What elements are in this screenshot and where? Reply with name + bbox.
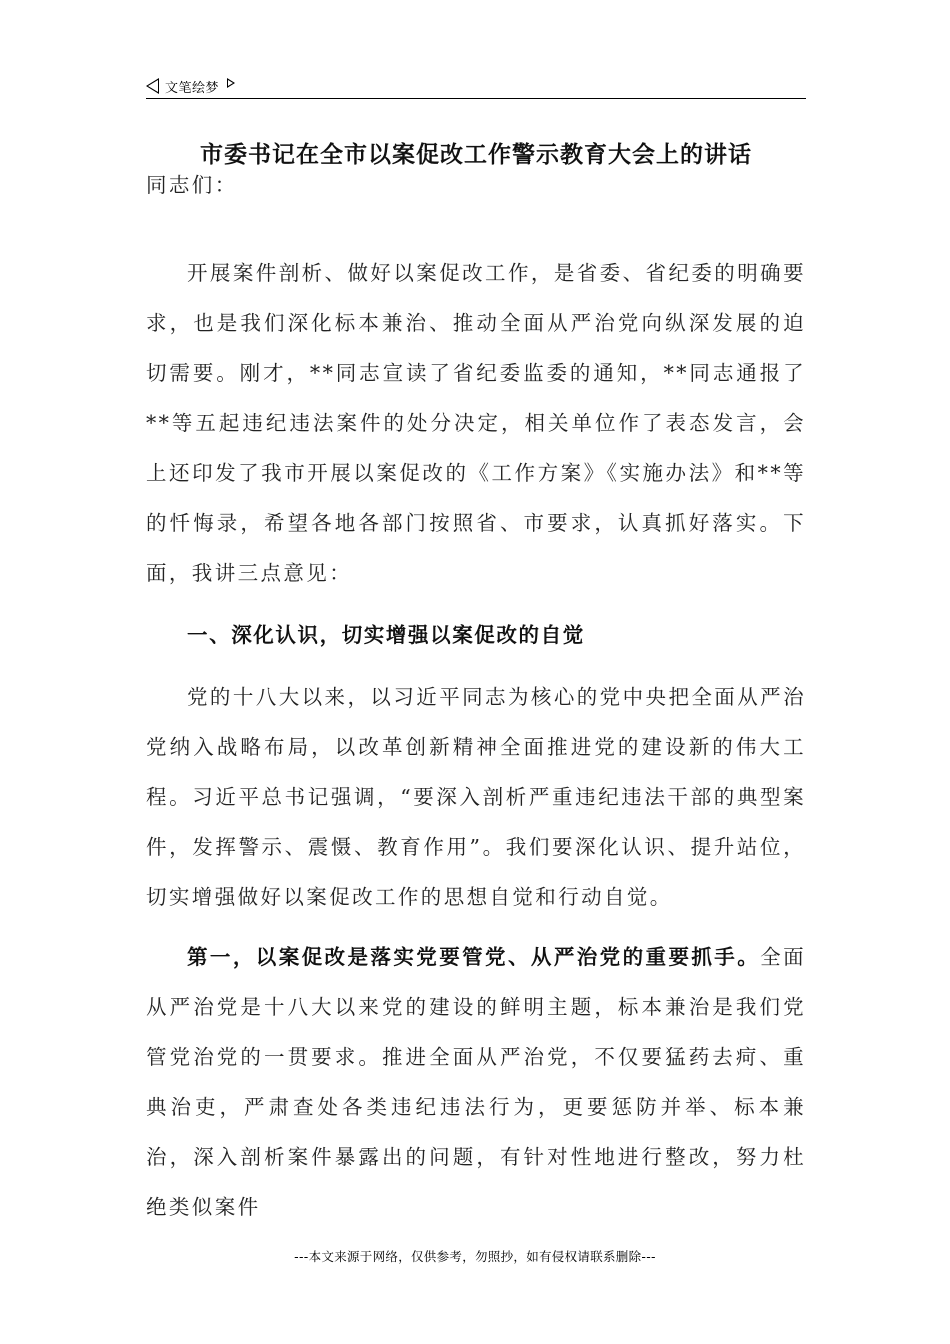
salutation: 同志们： — [146, 173, 238, 197]
triangle-left-outline-icon — [146, 78, 159, 94]
footer-notice: ---本文来源于网络，仅供参考，勿照抄，如有侵权请联系删除--- — [294, 1249, 656, 1264]
paragraph-3-body: 全面从严治党是十八大以来党的建设的鲜明主题，标本兼治是我们党管党治党的一贯要求。推进全面从严治党，不仅要猛药去疴、重典治吏，严肃查处各类违纪违法行为，更要惩防并举、标本兼治，深入剖析案件暴露出的问题，有针对性地进行整改，努力杜绝类似案件 — [146, 945, 806, 1219]
section-heading-1: 一、深化认识，切实增强以案促改的自觉 — [187, 623, 585, 647]
paragraph-3 — [146, 932, 806, 1232]
paragraph-1: 开展案件剖析、做好以案促改工作，是省委、省纪委的明确要求，也是我们深化标本兼治、推动全面从严治党向纵深发展的迫切需要。刚才，**同志宣读了省纪委监委的通知，**同志通报了**等五起违纪违法案件的处分决定，相关单位作了表态发言，会上还印发了我市开展以案促改的《工作方案》《实施办法》和**等的忏悔录，希望各地各部门按照省、市要求，认真抓好落实。下面，我讲三点意见： — [146, 261, 806, 585]
paragraph-3-lead: 第一，以案促改是落实党要管党、从严治党的重要抓手。 — [187, 945, 761, 969]
document-title: 市委书记在全市以案促改工作警示教育大会上的讲话 — [200, 141, 752, 168]
page-header — [146, 74, 806, 99]
header-brand: 文笔绘梦 — [165, 80, 220, 96]
paragraph-2: 党的十八大以来，以习近平同志为核心的党中央把全面从严治党纳入战略布局，以改革创新精神全面推进党的建设新的伟大工程。习近平总书记强调，“要深入剖析严重违纪违法干部的典型案件，发挥警示、震慑、教育作用”。我们要深化认识、提升站位，切实增强做好以案促改工作的思想自觉和行动自觉。 — [146, 685, 806, 909]
triangle-right-outline-icon — [227, 78, 235, 88]
